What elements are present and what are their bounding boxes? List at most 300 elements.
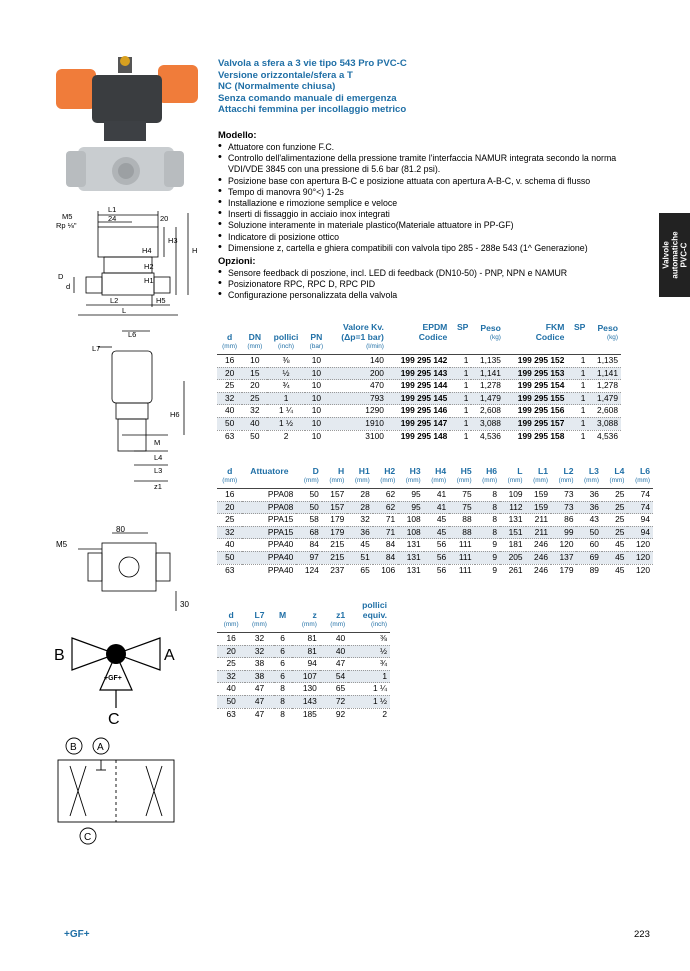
table-cell: 6 — [274, 633, 292, 646]
table-cell: 16 — [217, 489, 242, 502]
table-cell: 84 — [373, 539, 398, 552]
table-cell: PPA40 — [242, 564, 296, 576]
table-cell: 179 — [322, 526, 347, 539]
table-cell: 4,536 — [471, 430, 504, 442]
table-cell: 60 — [576, 539, 601, 552]
model-item: • Posizione base con apertura B-C e posizione attuata con apertura A-B-C, v. schema di flusso — [218, 176, 643, 187]
table-row — [217, 683, 390, 696]
table-cell: 41 — [424, 501, 449, 514]
table-cell: 45 — [602, 564, 627, 576]
table-cell: 124 — [296, 564, 321, 576]
table-cell: 75 — [449, 501, 474, 514]
model-item: • Dimensione z, cartella e ghiera compatibili con valvola tipo 285 - 288e 543 (1^ Generazione) — [218, 243, 643, 254]
col-d: d (mm) — [222, 332, 238, 350]
table-cell: 58 — [296, 514, 321, 527]
title-line-2: Versione orizzontale/sfera a T — [218, 69, 353, 81]
col-L3: L3 (mm) — [584, 466, 599, 484]
side-tab — [659, 213, 690, 297]
table-cell: 32 — [217, 526, 242, 539]
table-cell: 237 — [322, 564, 347, 576]
table-cell: 72 — [320, 695, 348, 708]
model-item: • Soluzione interamente in materiale plastico(Materiale attuatore in PP-GF) — [218, 220, 643, 231]
label-b: B — [54, 647, 65, 664]
table-cell: 1 — [450, 405, 471, 418]
table-cell: 65 — [320, 683, 348, 696]
dimension-drawing-front — [52, 203, 202, 325]
gf-mark: +GF+ — [104, 675, 122, 682]
table-cell: 32 — [217, 670, 245, 683]
label-z1: z1 — [154, 482, 162, 491]
col-L4: L4 (mm) — [609, 466, 625, 484]
col-pollici-equiv: pollici equiv. (inch) — [362, 600, 387, 628]
table-cell: 36 — [576, 489, 601, 502]
table-cell: 95 — [398, 501, 423, 514]
table-cell: 10 — [305, 430, 329, 442]
table-cell: 246 — [526, 564, 551, 576]
col-H3: H3 (mm) — [405, 466, 421, 484]
table-cell: 199 295 152 — [504, 355, 567, 368]
table-cell: 199 295 145 — [387, 392, 450, 405]
table-cell: 50 — [242, 430, 267, 442]
col-z1: z1 (mm) — [330, 610, 346, 628]
table-cell: 131 — [398, 564, 423, 576]
table-cell: 50 — [217, 417, 242, 430]
label-20: 20 — [160, 214, 169, 223]
table-cell: 32 — [245, 645, 273, 658]
side-tab-line-2: automatiche — [670, 231, 679, 279]
table-cell: 1 — [450, 417, 471, 430]
table-cell: 28 — [347, 489, 372, 502]
table-cell: 25 — [602, 501, 627, 514]
table-cell: ½ — [267, 367, 304, 380]
scheme-label-b: B — [70, 742, 77, 753]
table-cell: 47 — [245, 695, 273, 708]
table-cell: 10 — [305, 417, 329, 430]
table-cell: 10 — [305, 392, 329, 405]
table-cell: 20 — [217, 367, 242, 380]
table-cell: 246 — [526, 551, 551, 564]
label-l1: L1 — [108, 205, 117, 214]
gf-logo: +GF+ — [64, 929, 90, 940]
table-cell: 151 — [500, 526, 525, 539]
table-cell: 8 — [475, 501, 500, 514]
table-cell: 215 — [322, 539, 347, 552]
table-cell: 1,278 — [588, 380, 621, 393]
col-inch: pollici (inch) — [273, 332, 299, 350]
col-L: L (mm) — [507, 466, 523, 484]
title-line-1: Valvola a sfera a 3 vie tipo 543 Pro PVC-C — [218, 58, 407, 69]
table-cell: 32 — [347, 514, 372, 527]
col-dn: DN (mm) — [247, 332, 263, 350]
col-peso1: Peso (kg) — [480, 323, 501, 341]
table-cell: 71 — [373, 526, 398, 539]
table-cell: 38 — [245, 658, 273, 671]
table-cell: 1,141 — [471, 367, 504, 380]
table-row — [217, 564, 653, 576]
table-cell: 45 — [347, 539, 372, 552]
table-cell: 1 — [450, 355, 471, 368]
col-L6: L6 (mm) — [635, 466, 650, 484]
table-row — [217, 355, 621, 368]
label-m5: M5 — [62, 212, 73, 221]
table-cell: 28 — [347, 501, 372, 514]
col-M: M — [278, 610, 287, 620]
label-h2: H2 — [144, 262, 154, 271]
table-cell: 25 — [242, 392, 267, 405]
col-H6: H6 (mm) — [482, 466, 498, 484]
table-cell: 120 — [627, 539, 653, 552]
table-cell: 10 — [305, 380, 329, 393]
table-row — [217, 645, 390, 658]
table-cell: 1,141 — [588, 367, 621, 380]
table-cell: 120 — [627, 564, 653, 576]
scheme-label-a: A — [97, 742, 104, 753]
label-m: M — [154, 438, 161, 447]
label-h4: H4 — [142, 246, 152, 255]
table-cell: 1 — [450, 367, 471, 380]
col-fkm: FKM Codice — [535, 322, 565, 342]
option-item: • Sensore feedback di poszione, incl. LED di feedback (DN10-50) - PNP, NPN e NAMUR — [218, 268, 643, 279]
table-cell: 120 — [627, 551, 653, 564]
table-row — [217, 670, 390, 683]
table-cell: 199 295 142 — [387, 355, 450, 368]
table-cell: 50 — [296, 489, 321, 502]
model-item: • Controllo dell'alimentazione della pressione tramite l'interfaccia NAMUR integrata secondo la norma VDI/VDE 3845 con una pressione di 5.6 bar (81.2 psi). — [218, 153, 643, 175]
scheme-label-c: C — [84, 832, 92, 843]
table-cell: 199 295 158 — [504, 430, 567, 442]
table-cell: 1290 — [328, 405, 387, 418]
label-l4: L4 — [154, 453, 163, 462]
title-line-5: Attacchi femmina per incollaggio metrico — [218, 104, 407, 115]
table-cell: 10 — [305, 367, 329, 380]
table-cell: 9 — [475, 539, 500, 552]
table-cell: 40 — [320, 645, 348, 658]
table-cell: 94 — [627, 514, 653, 527]
title-line-4: Senza comando manuale di emergenza — [218, 92, 397, 104]
table-cell: 75 — [449, 489, 474, 502]
table-cell: 25 — [217, 514, 242, 527]
table-cell: 54 — [320, 670, 348, 683]
col-sp2: SP — [573, 322, 586, 332]
table-cell: 56 — [424, 539, 449, 552]
label-l3: L3 — [154, 466, 163, 475]
table-cell: 16 — [217, 633, 245, 646]
table-cell: 2 — [348, 708, 390, 720]
table-cell: PPA15 — [242, 514, 296, 527]
table-cell: 199 295 155 — [504, 392, 567, 405]
dimensions-table-2 — [217, 600, 390, 720]
table-cell: 3,088 — [471, 417, 504, 430]
table-cell: 68 — [296, 526, 321, 539]
table-cell: 1,479 — [471, 392, 504, 405]
table-cell: 137 — [551, 551, 576, 564]
table-cell: 45 — [424, 526, 449, 539]
table-cell: 62 — [373, 489, 398, 502]
dimensions-table — [217, 466, 653, 576]
table-cell: 94 — [627, 526, 653, 539]
table-cell: 62 — [373, 501, 398, 514]
table-row — [217, 392, 621, 405]
label-30: 30 — [180, 600, 189, 609]
table-cell: PPA08 — [242, 501, 296, 514]
table-cell: 81 — [292, 633, 320, 646]
table-cell: 9 — [475, 564, 500, 576]
table-cell: 38 — [245, 670, 273, 683]
table-cell: 108 — [398, 514, 423, 527]
table-cell: 8 — [475, 514, 500, 527]
table-cell: 95 — [398, 489, 423, 502]
col-H5: H5 (mm) — [456, 466, 472, 484]
col-z: z (mm) — [301, 610, 317, 628]
table-cell: 40 — [217, 539, 242, 552]
table-cell: 199 295 146 — [387, 405, 450, 418]
table-cell: 1 — [567, 380, 588, 393]
table-cell: 261 — [500, 564, 525, 576]
table-cell: 470 — [328, 380, 387, 393]
table-cell: 1,135 — [471, 355, 504, 368]
table-cell: 47 — [320, 658, 348, 671]
table-cell: 88 — [449, 526, 474, 539]
table-cell: 2,608 — [471, 405, 504, 418]
col-L7: L7 (mm) — [252, 610, 267, 628]
table-row — [217, 658, 390, 671]
table-cell: 63 — [217, 708, 245, 720]
table-cell: 1 — [450, 392, 471, 405]
table-cell: 8 — [475, 489, 500, 502]
table-cell: 6 — [274, 670, 292, 683]
table-cell: 2,608 — [588, 405, 621, 418]
table-cell: ½ — [348, 645, 390, 658]
label-m5-top: M5 — [56, 540, 68, 549]
label-h6: H6 — [170, 410, 180, 419]
table-cell: 106 — [373, 564, 398, 576]
table-cell: 63 — [217, 430, 242, 442]
table-cell: 89 — [576, 564, 601, 576]
col-H1: H1 (mm) — [354, 466, 370, 484]
table-cell: 159 — [526, 501, 551, 514]
table-cell: 199 295 147 — [387, 417, 450, 430]
table-cell: 157 — [322, 501, 347, 514]
table-row — [217, 501, 653, 514]
table-cell: 69 — [576, 551, 601, 564]
table-cell: 6 — [274, 645, 292, 658]
table-cell: 15 — [242, 367, 267, 380]
table-cell: 74 — [627, 489, 653, 502]
table-cell: 10 — [305, 355, 329, 368]
table-cell: 74 — [627, 501, 653, 514]
col-H2: H2 (mm) — [380, 466, 396, 484]
table-cell: 25 — [602, 526, 627, 539]
flow-scheme-diagram — [52, 736, 182, 848]
table-cell: 94 — [292, 658, 320, 671]
table-cell: PPA40 — [242, 551, 296, 564]
label-h5: H5 — [156, 296, 166, 305]
option-item: • Posizionatore RPC, RPC D, RPC PID — [218, 279, 643, 290]
table-cell: 25 — [217, 658, 245, 671]
table-cell: 109 — [500, 489, 525, 502]
table-cell: 131 — [500, 514, 525, 527]
table-cell: PPA40 — [242, 539, 296, 552]
table-cell: 179 — [551, 564, 576, 576]
table-cell: PPA08 — [242, 489, 296, 502]
table-cell: 185 — [292, 708, 320, 720]
table-cell: 10 — [242, 355, 267, 368]
table-cell: 140 — [328, 355, 387, 368]
col-kv: Valore Kv. (Δp=1 bar) (l/min) — [341, 322, 384, 350]
table-cell: 20 — [242, 380, 267, 393]
table-cell: 6 — [274, 658, 292, 671]
table-cell: 1910 — [328, 417, 387, 430]
table-cell: 97 — [296, 551, 321, 564]
title-line-3: NC (Normalmente chiusa) — [218, 81, 336, 92]
table-cell: 1 — [450, 380, 471, 393]
table-cell: 51 — [347, 551, 372, 564]
table-cell: 45 — [424, 514, 449, 527]
table-cell: 1 — [567, 417, 588, 430]
label-l6: L6 — [128, 330, 137, 339]
side-tab-line-3: PVC-C — [679, 242, 688, 268]
table-cell: 4,536 — [588, 430, 621, 442]
col-L1: L1 (mm) — [533, 466, 549, 484]
table-cell: 143 — [292, 695, 320, 708]
table-cell: 1 — [567, 367, 588, 380]
table-cell: 99 — [551, 526, 576, 539]
table-cell: 50 — [296, 501, 321, 514]
table-cell: 199 295 144 — [387, 380, 450, 393]
table-cell: 25 — [602, 514, 627, 527]
table-cell: 107 — [292, 670, 320, 683]
table-cell: 40 — [217, 405, 242, 418]
table-cell: PPA15 — [242, 526, 296, 539]
table-cell: 73 — [551, 501, 576, 514]
options-heading: Opzioni: — [218, 255, 256, 267]
table-row — [217, 708, 390, 720]
product-photo — [52, 55, 202, 205]
table-cell: 40 — [320, 633, 348, 646]
valve-flow-symbol — [52, 628, 182, 724]
table-cell: 179 — [322, 514, 347, 527]
table-cell: 1,278 — [471, 380, 504, 393]
table-cell: 108 — [398, 526, 423, 539]
label-24: 24 — [108, 214, 117, 223]
table-cell: 1,135 — [588, 355, 621, 368]
label-l: L — [122, 306, 127, 315]
table-cell: 8 — [274, 683, 292, 696]
side-tab-line-1: Valvole — [661, 241, 670, 269]
table-cell: 199 295 153 — [504, 367, 567, 380]
table-row — [217, 367, 621, 380]
table-cell: 205 — [500, 551, 525, 564]
col-L2: L2 (mm) — [558, 466, 574, 484]
table-cell: 45 — [602, 551, 627, 564]
table-cell: 1,479 — [588, 392, 621, 405]
dimension-drawing-top — [52, 523, 202, 615]
table-row — [217, 551, 653, 564]
model-item: • Attuatore con funzione F.C. — [218, 142, 643, 153]
page-number: 223 — [634, 929, 650, 940]
table-cell: ⅜ — [267, 355, 304, 368]
model-list — [218, 142, 643, 254]
table-cell: 199 295 154 — [504, 380, 567, 393]
table-cell: 215 — [322, 551, 347, 564]
table-cell: 111 — [449, 564, 474, 576]
col-H: H (mm) — [329, 466, 345, 484]
table-cell: 1 ¼ — [267, 405, 304, 418]
table-cell: 120 — [551, 539, 576, 552]
table-cell: 50 — [576, 526, 601, 539]
col-pn: PN (bar) — [309, 332, 324, 350]
dimension-drawing-side — [88, 325, 198, 493]
table-cell: 40 — [217, 683, 245, 696]
table-cell: 36 — [347, 526, 372, 539]
table-cell: 45 — [602, 539, 627, 552]
table-cell: 50 — [217, 551, 242, 564]
table-cell: 199 295 148 — [387, 430, 450, 442]
label-h3: H3 — [168, 236, 178, 245]
label-d-lower: d — [66, 282, 71, 291]
table-cell: 92 — [320, 708, 348, 720]
label-l2: L2 — [110, 296, 119, 305]
model-item: • Installazione e rimozione semplice e veloce — [218, 198, 643, 209]
table-cell: 199 295 157 — [504, 417, 567, 430]
label-80: 80 — [116, 525, 125, 534]
table-cell: 181 — [500, 539, 525, 552]
table-row — [217, 489, 653, 502]
table-cell: 211 — [526, 526, 551, 539]
table-cell: ⅜ — [348, 633, 390, 646]
table-cell: 112 — [500, 501, 525, 514]
table-cell: 43 — [576, 514, 601, 527]
table-cell: 41 — [424, 489, 449, 502]
table-cell: 10 — [305, 405, 329, 418]
table-cell: 200 — [328, 367, 387, 380]
label-a: A — [164, 647, 175, 664]
label-h1: H1 — [144, 276, 154, 285]
codes-table — [217, 322, 621, 442]
table-row — [217, 695, 390, 708]
table-cell: 88 — [449, 514, 474, 527]
label-d-upper: D — [58, 272, 64, 281]
model-section — [218, 129, 643, 302]
table-cell: 84 — [373, 551, 398, 564]
table-cell: 47 — [245, 708, 273, 720]
table-cell: 73 — [551, 489, 576, 502]
table-cell: 2 — [267, 430, 304, 442]
label-c: C — [108, 711, 120, 724]
table-cell: 159 — [526, 489, 551, 502]
table-row — [217, 539, 653, 552]
table-cell: 32 — [245, 633, 273, 646]
col-H4: H4 (mm) — [431, 466, 447, 484]
table-row — [217, 417, 621, 430]
table-cell: 36 — [576, 501, 601, 514]
table-cell: 32 — [217, 392, 242, 405]
model-item: • Indicatore di posizione ottico — [218, 232, 643, 243]
col-peso2: Peso (kg) — [597, 323, 618, 341]
label-h: H — [192, 246, 198, 255]
col-attuatore: Attuatore — [250, 466, 289, 476]
table-cell: 1 — [567, 392, 588, 405]
table-cell: 131 — [398, 539, 423, 552]
table-cell: 9 — [475, 551, 500, 564]
table-cell: 8 — [274, 695, 292, 708]
table-cell: 86 — [551, 514, 576, 527]
table-cell: 56 — [424, 551, 449, 564]
table-cell: ¾ — [348, 658, 390, 671]
label-rp: Rp ⅛" — [56, 221, 77, 230]
option-item: • Configurazione personalizzata della valvola — [218, 290, 643, 301]
table-cell: 3,088 — [588, 417, 621, 430]
